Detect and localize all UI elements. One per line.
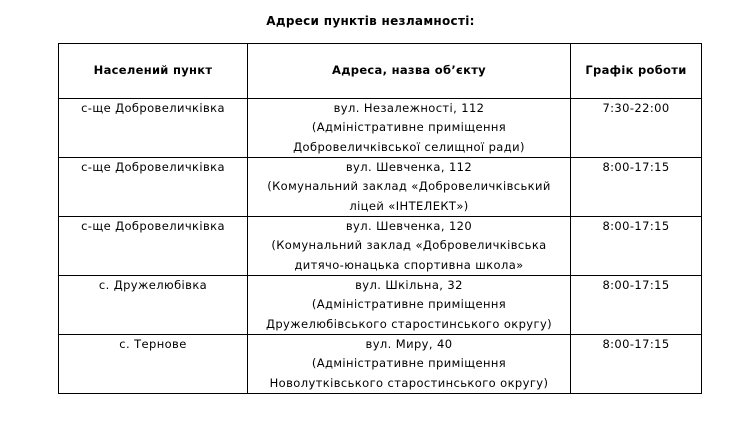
header-schedule: Графік роботи [571,44,702,99]
schedule-cell: 8:00-17:15 [571,217,702,276]
address-facility-cont: Новолутківського старостинського округу) [269,375,549,390]
address-facility: (Адміністративне приміщення [311,120,507,135]
table-row [59,99,702,158]
address-facility: (Комунальний заклад «Добровеличківський [267,179,551,194]
schedule-cell: 8:00-17:15 [571,276,702,335]
address-street: вул. Шевченка, 120 [345,219,473,233]
address-facility: (Комунальний заклад «Добровеличківська [271,238,547,253]
address-facility-cont: Добровеличківської селищної ради) [293,139,525,154]
schedule-cell: 7:30-22:00 [571,99,702,158]
settlement-cell: с-ще Добровеличківка [59,158,248,217]
address-street: вул. Шкільна, 32 [355,278,463,292]
addresses-table [58,43,702,394]
document-title: Адреси пунктів незламності: [266,14,475,28]
address-cell [248,158,571,217]
address-cell [248,335,571,394]
table-row [59,276,702,335]
settlement-cell: с-ще Добровеличківка [59,99,248,158]
schedule-cell: 8:00-17:15 [571,335,702,394]
address-cell [248,276,571,335]
schedule-cell: 8:00-17:15 [571,158,702,217]
settlement-cell: с-ще Добровеличківка [59,217,248,276]
address-facility: (Адміністративне приміщення [311,297,507,312]
address-facility-cont: ліцей «ІНТЕЛЕКТ») [349,198,469,213]
address-facility: (Адміністративне приміщення [311,356,507,371]
table-header-row [59,44,702,99]
settlement-cell: с. Дружелюбівка [59,276,248,335]
table-row [59,217,702,276]
address-street: вул. Незалежності, 112 [333,101,485,115]
address-street: вул. Шевченка, 112 [345,160,473,174]
address-facility-cont: дитячо-юнацька спортивна школа» [294,257,524,272]
address-facility-cont: Дружелюбівського старостинського округу) [265,316,553,331]
header-address: Адреса, назва об’єкту [248,44,571,99]
settlement-cell: с. Тернове [59,335,248,394]
header-settlement: Населений пункт [59,44,248,99]
address-cell [248,217,571,276]
address-street: вул. Миру, 40 [365,337,453,351]
address-cell [248,99,571,158]
table-row [59,335,702,394]
table-row [59,158,702,217]
